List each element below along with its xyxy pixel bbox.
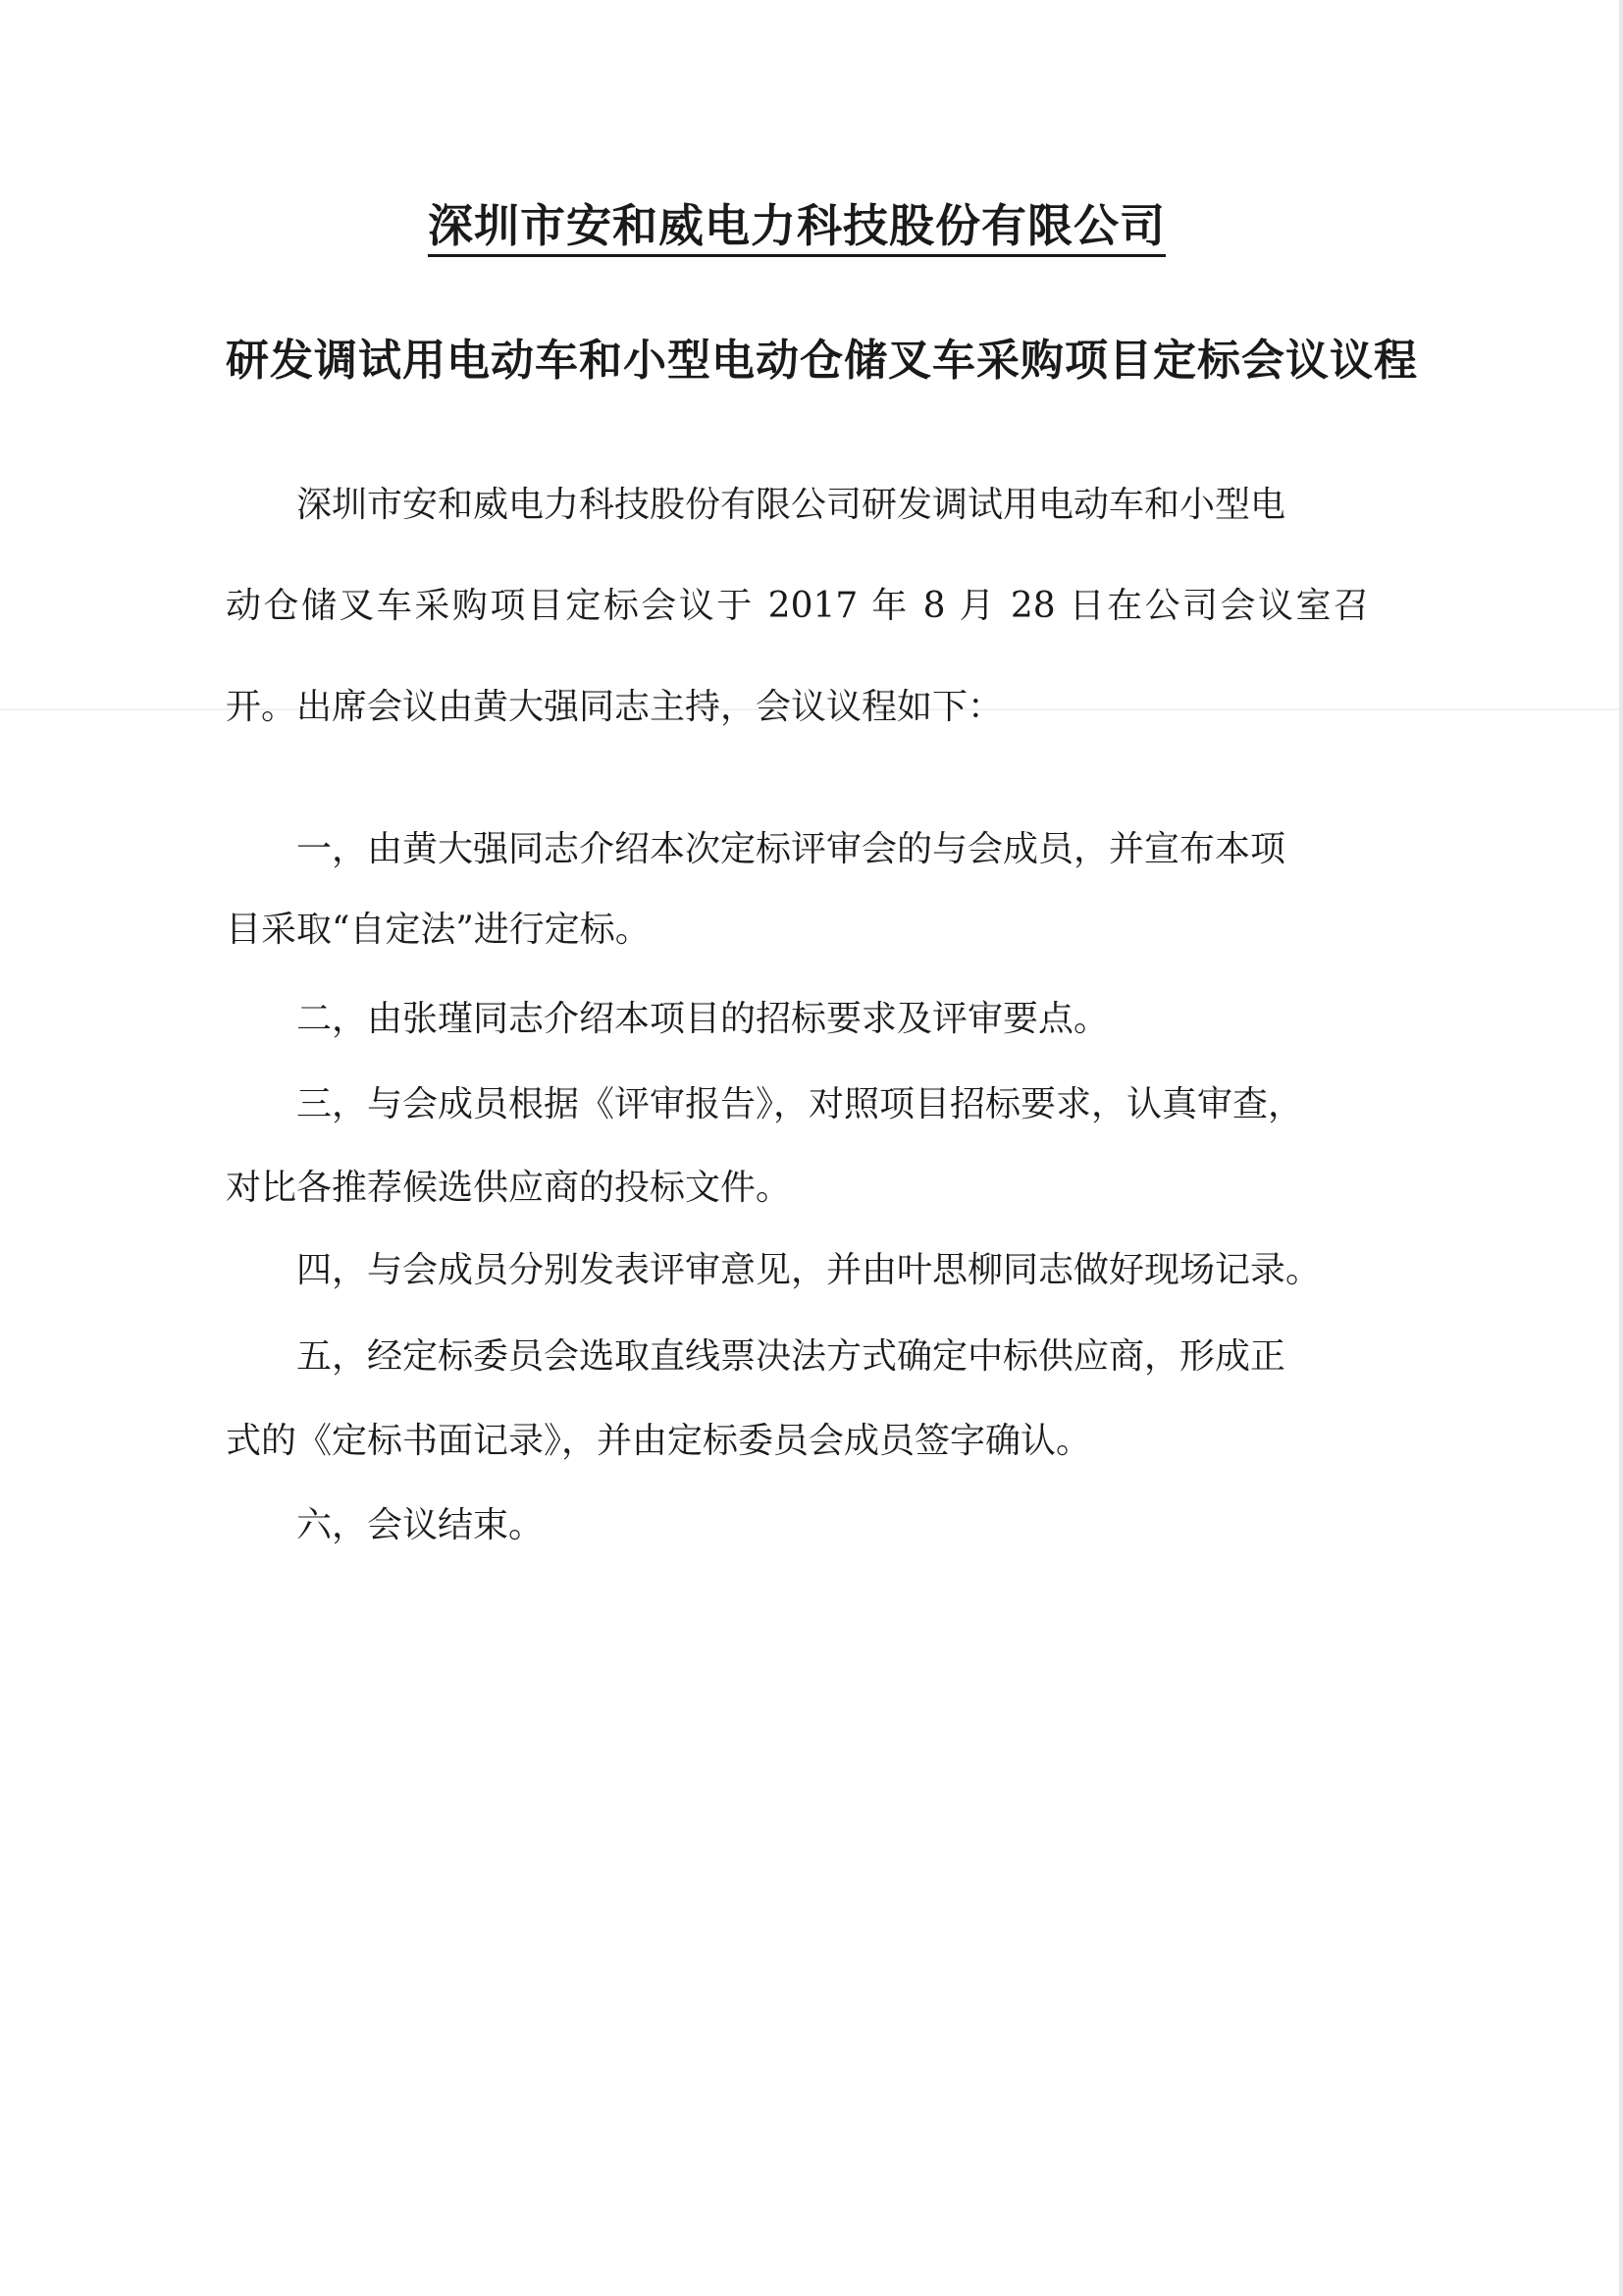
intro-line-2: 动仓储叉车采购项目定标会议于 2017 年 8 月 28 日在公司会议室召: [226, 586, 1369, 626]
intro-line-3: 开。出席会议由黄大强同志主持，会议议程如下：: [226, 687, 1004, 727]
agenda-item-5-line-2: 式的《定标书面记录》，并由定标委员会成员签字确认。: [226, 1421, 1092, 1461]
page-edge-shadow: [1619, 0, 1623, 2296]
agenda-item-2: 二，由张瑾同志介绍本项目的招标要求及评审要点。: [296, 999, 1110, 1039]
company-title: [0, 194, 1594, 257]
agenda-item-3-line-2: 对比各推荐候选供应商的投标文件。: [226, 1168, 792, 1208]
company-title-text: 深圳市安和威电力科技股份有限公司: [428, 199, 1166, 257]
intro-line-1: 深圳市安和威电力科技股份有限公司研发调试用电动车和小型电: [296, 485, 1286, 525]
agenda-title: 研发调试用电动车和小型电动仓储叉车采购项目定标会议议程: [226, 336, 1418, 386]
agenda-item-1-line-1: 一，由黄大强同志介绍本次定标评审会的与会成员，并宣布本项: [296, 829, 1286, 869]
agenda-item-6: 六，会议结束。: [296, 1505, 545, 1545]
agenda-item-1-line-2: 目采取“自定法”进行定标。: [226, 910, 651, 950]
agenda-item-3-line-1: 三，与会成员根据《评审报告》，对照项目招标要求，认真审查，: [296, 1084, 1304, 1124]
agenda-item-4: 四，与会成员分别发表评审意见，并由叶思柳同志做好现场记录。: [296, 1250, 1322, 1290]
agenda-item-5-line-1: 五，经定标委员会选取直线票决法方式确定中标供应商，形成正: [296, 1336, 1286, 1377]
